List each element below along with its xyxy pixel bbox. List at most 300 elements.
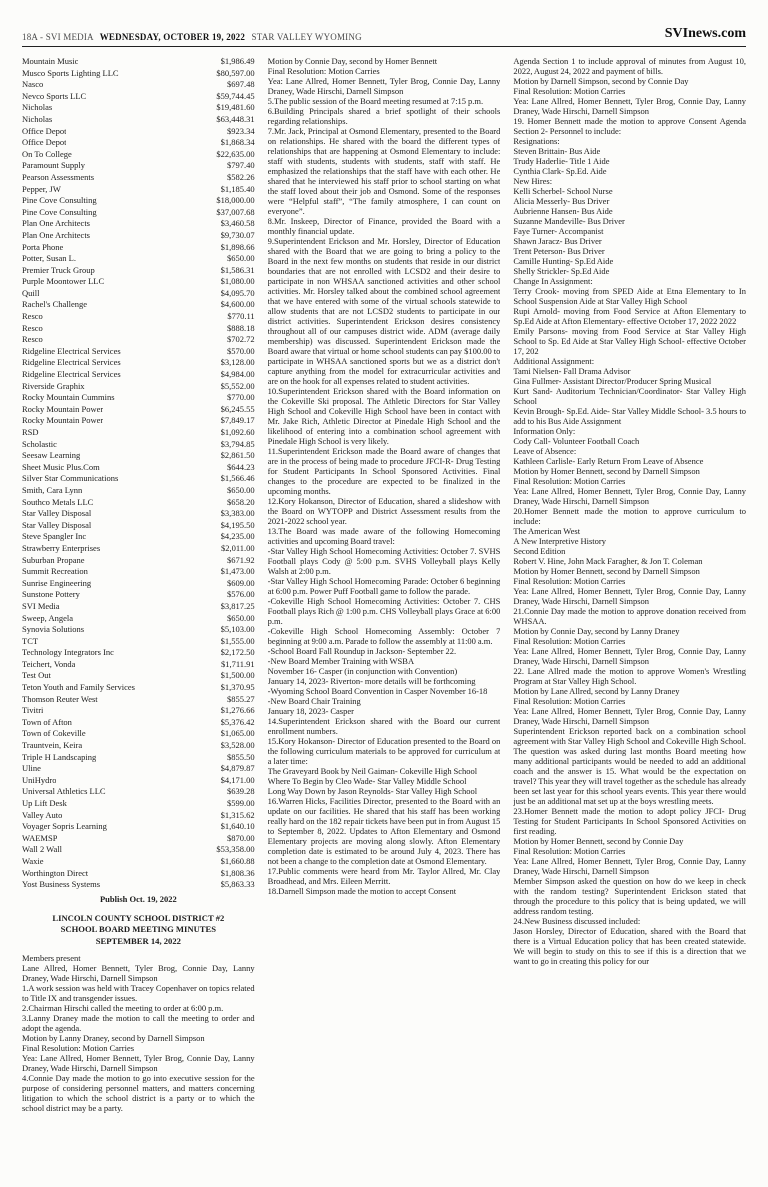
vendor-amount: $3,460.58 <box>220 218 255 229</box>
minutes-column-2 <box>268 56 501 896</box>
vendor-name: Ridgeline Electrical Services <box>22 345 121 356</box>
vendor-amount: $1,868.34 <box>220 137 255 148</box>
vendor-row <box>22 740 255 752</box>
vendor-name: TCT <box>22 635 39 646</box>
vendor-row <box>22 404 255 416</box>
vendor-name: Seesaw Learning <box>22 450 81 461</box>
vendor-row <box>22 798 255 810</box>
vendor-amount: $3,128.00 <box>220 357 255 368</box>
vendor-row <box>22 473 255 485</box>
vendor-name: Yost Business Systems <box>22 879 101 890</box>
vendor-row <box>22 369 255 381</box>
vendor-row <box>22 91 255 103</box>
vendor-row <box>22 613 255 625</box>
vendor-amount: $1,660.88 <box>220 855 255 866</box>
minutes-paragraph: Final Resolution: Motion Carries <box>513 576 626 586</box>
vendor-amount: $5,863.33 <box>220 879 255 890</box>
minutes-paragraph: -School Board Fall Roundup in Jackson- September 22. <box>267 646 457 656</box>
minutes-paragraph: -New Board Chair Training <box>267 696 361 706</box>
vendor-row <box>22 462 255 474</box>
vendor-amount: $4,600.00 <box>220 299 255 310</box>
minutes-paragraph: Cody Call- Volunteer Football Coach <box>513 436 640 446</box>
minutes-paragraph: 9.Superintendent Erickson and Mr. Horsley, Director of Education shared with the Board that we are going to bring a policy to the Board in the next few months on students that reside in our district boundaries that are not enrolled with LCSD2 and their desire to participate in non WHSAA sanctioned activities and other school activities. Mr. Horsley talked about the combined school agreement that we have entered with some of the virtual schools statewide to allow students that are not LCSD2 students to participate in our district activities. Superintendent Erickson desires consistency throughout all of our campuses district wide. ADM (average daily membership) was discussed. Superintendent Erickson made the Board aware that virtual or home school students can pay $100.00 to participate in WHSAA sanctioned sports but we as a district don't capture anything from the model for extracurricular activities and are on the hook for all expenses related to student activities. <box>267 236 501 386</box>
minutes-title-line: LINCOLN COUNTY SCHOOL DISTRICT #2 <box>52 912 225 923</box>
vendor-amount: $1,315.62 <box>220 809 255 820</box>
vendor-row <box>22 311 255 323</box>
minutes-paragraph: 24.New Business discussed included: <box>513 916 641 926</box>
minutes-title-line: SEPTEMBER 14, 2022 <box>95 935 181 946</box>
vendor-row <box>22 520 255 532</box>
vendor-amount: $870.00 <box>227 832 255 843</box>
minutes-paragraph: Yea: Lane Allred, Homer Bennett, Tyler Brog, Connie Day, Lanny Draney, Wade Hirschi, Darnell Simpson <box>513 96 746 116</box>
minutes-paragraph: 10.Superintendent Erickson shared with the Board information on the Cokeville Ski proposal. The Athletic Directors for Star Valley High School and Cokeville High School have been in contact with Mr. Jake Rich, Athletic Director at Pinedale High School and the likelihood of entering into a combination school agreement with Pinedale High School is very likely. <box>267 386 501 446</box>
vendor-row <box>22 427 255 439</box>
vendor-row <box>22 694 255 706</box>
vendor-row <box>22 543 255 555</box>
vendor-name: Scholastic <box>22 438 57 449</box>
minutes-title <box>22 913 255 948</box>
minutes-paragraph: Final Resolution: Motion Carries <box>267 66 380 76</box>
vendor-name: Sheet Music Plus.Com <box>22 461 100 472</box>
vendor-name: RSD <box>22 427 39 437</box>
minutes-paragraph: Rupi Arnold- moving from Food Service at Afton Elementary to Sp.Ed Aide at Afton Elementary- effective October 17, 2022 2022 <box>513 306 746 326</box>
minutes-paragraph: Motion by Lane Allred, second by Lanny Draney <box>513 686 680 696</box>
minutes-paragraph: 17.Public comments were heard from Mr. Taylor Allred, Mr. Clay Broadhead, and Mrs. Eileen Merritt. <box>267 866 501 886</box>
page-number-label: 18A - SVI MEDIA <box>22 32 94 42</box>
vendor-amount: $53,358.00 <box>216 844 255 855</box>
vendor-name: Nasco <box>22 79 44 90</box>
minutes-paragraph: Lane Allred, Homer Bennett, Tyler Brog, Connie Day, Lanny Draney, Wade Hirschi, Darnell Simpson <box>22 963 255 984</box>
header-left <box>22 32 362 42</box>
vendor-name: Technology Integrators Inc <box>22 647 114 658</box>
column-layout <box>22 56 746 1168</box>
vendor-name: Plan One Architects <box>22 218 90 229</box>
minutes-paragraph: Tami Nielsen- Fall Drama Advisor <box>513 366 631 376</box>
vendor-name: Steve Spangler Inc <box>22 531 87 542</box>
vendor-amount: $4,879.87 <box>220 763 255 774</box>
minutes-paragraph: Long Way Down by Jason Reynolds- Star Valley High School <box>267 786 478 796</box>
minutes-paragraph: Kurt Sand- Auditorium Technician/Coordinator- Star Valley High School <box>513 386 746 406</box>
vendor-row <box>22 728 255 740</box>
vendor-amount: $1,065.00 <box>220 728 255 739</box>
vendor-amount: $658.20 <box>227 496 255 507</box>
vendor-amount: $3,383.00 <box>220 508 255 519</box>
vendor-amount: $609.00 <box>227 577 255 588</box>
vendor-row <box>22 357 255 369</box>
minutes-paragraph: 21.Connie Day made the motion to approve donation received from WHSAA. <box>513 606 746 626</box>
vendor-name: Summit Recreation <box>22 566 88 577</box>
vendor-amount: $22,635.00 <box>216 148 255 159</box>
minutes-paragraph: Information Only: <box>513 426 576 436</box>
minutes-paragraph: A New Interpretive History <box>513 536 606 546</box>
minutes-paragraph: 5.The public session of the Board meeting resumed at 7:15 p.m. <box>267 96 484 106</box>
minutes-paragraph: Yea: Lane Allred, Homer Bennett, Tyler Brog, Connie Day, Lanny Draney, Wade Hirschi, Darnell Simpson <box>267 76 501 96</box>
vendor-name: Purple Moontower LLC <box>22 276 105 287</box>
vendor-row <box>22 636 255 648</box>
minutes-paragraph: Emily Parsons- moving from Food Service at Star Valley High School to Sp. Ed Aide at Star Valley High School- effective October 17, 202 <box>513 326 746 356</box>
minutes-paragraph: 1.A work session was held with Tracey Copenhaver on topics related to Title IX and transgender issues. <box>22 983 255 1004</box>
vendor-row <box>22 126 255 138</box>
vendor-row <box>22 450 255 462</box>
vendor-name: Plan One Architects <box>22 229 90 240</box>
vendor-name: Waxie <box>22 855 44 866</box>
vendor-row <box>22 334 255 346</box>
vendor-row <box>22 114 255 126</box>
vendor-name: Suburban Propane <box>22 554 85 565</box>
vendor-amount: $671.92 <box>227 554 255 565</box>
minutes-paragraph: Yea: Lane Allred, Homer Bennett, Tyler Brog, Connie Day, Lanny Draney, Wade Hirschi, Darnell Simpson <box>513 706 746 726</box>
vendor-name: Strawberry Enterprises <box>22 542 101 553</box>
minutes-paragraph: Motion by Homer Bennett, second by Darnell Simpson <box>513 466 700 476</box>
minutes-paragraph: -Cokeville High School Homecoming Activities: October 7. CHS Football plays Rich @ 1:00 p.m. CHS Volleyball plays Grace at 6:00 p.m. <box>267 596 501 626</box>
minutes-paragraph: Members present <box>22 953 81 964</box>
minutes-paragraph: The American West <box>513 526 581 536</box>
vendor-amount: $650.00 <box>227 253 255 264</box>
minutes-paragraph: Final Resolution: Motion Carries <box>22 1043 135 1054</box>
vendor-name: Town of Afton <box>22 716 72 727</box>
vendor-name: Sweep, Angela <box>22 612 73 623</box>
vendor-amount: $1,092.60 <box>220 427 255 437</box>
vendor-row <box>22 218 255 230</box>
vendor-name: Paramount Supply <box>22 160 86 171</box>
vendor-amount: $1,898.66 <box>220 241 255 252</box>
vendor-row <box>22 346 255 358</box>
vendor-amount: $2,172.50 <box>220 647 255 658</box>
vendor-amount: $3,817.25 <box>220 600 255 611</box>
minutes-paragraph: Kevin Brough- Sp.Ed. Aide- Star Valley Middle School- 3.5 hours to add to his Bus Aide Assignment <box>513 406 746 426</box>
vendor-amount: $1,370.95 <box>220 682 255 693</box>
vendor-name: Sunrise Engineering <box>22 577 92 588</box>
vendor-amount: $639.28 <box>227 786 255 797</box>
minutes-paragraph: 6.Building Principals shared a brief spotlight of their schools regarding relationships. <box>267 106 501 126</box>
vendor-payment-list <box>22 56 255 891</box>
vendor-amount: $576.00 <box>227 589 255 600</box>
vendor-amount: $59,744.45 <box>216 90 255 101</box>
vendor-row <box>22 323 255 335</box>
minutes-paragraph: 16.Warren Hicks, Facilities Director, presented to the Board with an update on our facilities. He shared that his staff has been working really hard on the 182 repair tickets have been put in from August 15 to September 8, 2022. Updates to Afton Elementary and Osmond Elementary projects are moving along slowly. Afton Elementary completion date is estimated to be around July 4, 2023. There has not been a change to the completion date at Osmond Elementary. <box>267 796 501 866</box>
issue-date: WEDNESDAY, OCTOBER 19, 2022 <box>99 32 246 42</box>
minutes-paragraph: Camille Hunting- Sp.Ed Aide <box>513 256 614 266</box>
vendor-row <box>22 195 255 207</box>
vendor-amount: $1,566.46 <box>220 473 255 484</box>
vendor-name: Office Depot <box>22 125 67 136</box>
minutes-paragraph: Motion by Homer Bennett, second by Darnell Simpson <box>513 566 700 576</box>
vendor-name: Sunstone Pottery <box>22 589 80 600</box>
vendor-name: Rachel's Challenge <box>22 299 88 310</box>
minutes-paragraph: Kelli Scherbel- School Nurse <box>513 186 613 196</box>
minutes-paragraph: Alicia Messerly- Bus Driver <box>513 196 610 206</box>
vendor-row <box>22 589 255 601</box>
vendor-name: Trauntvein, Keira <box>22 740 83 751</box>
vendor-amount: $9,730.07 <box>220 229 255 240</box>
minutes-paragraph: Yea: Lane Allred, Homer Bennett, Tyler Brog, Connie Day, Lanny Draney, Wade Hirschi, Darnell Simpson <box>513 646 746 666</box>
vendor-name: Teton Youth and Family Services <box>22 682 135 693</box>
vendor-row <box>22 392 255 404</box>
vendor-amount: $650.00 <box>227 612 255 623</box>
minutes-paragraph: 23.Homer Bennett made the motion to adopt policy JFCI- Drug Testing for Student Participants In School Sponsored Activities on first reading. <box>513 806 746 836</box>
minutes-paragraph: 13.The Board was made aware of the following Homecoming activities and upcoming Board travel: <box>267 526 501 546</box>
vendor-name: Nicholas <box>22 113 53 124</box>
vendor-name: Universal Athletics LLC <box>22 786 106 797</box>
minutes-paragraph: Motion by Lanny Draney, second by Darnell Simpson <box>22 1033 205 1044</box>
minutes-paragraph: Terry Crook- moving from SPED Aide at Etna Elementary to In School Suspension Aide at Star Valley High School <box>513 286 746 306</box>
vendor-name: Smith, Cara Lynn <box>22 484 83 495</box>
vendor-amount: $19,481.60 <box>216 102 255 113</box>
vendor-name: Pine Cove Consulting <box>22 206 97 217</box>
minutes-paragraph: -Cokeville High School Homecoming Assembly: October 7 beginning at 9:00 a.m. Parade to follow the assembly at 11:00 a.m. <box>267 626 501 646</box>
minutes-paragraph: Resignations: <box>513 136 560 146</box>
vendor-name: Triple H Landscaping <box>22 751 97 762</box>
vendor-row <box>22 752 255 764</box>
minutes-paragraph: Leave of Absence: <box>513 446 577 456</box>
column-middle <box>268 56 501 1168</box>
vendor-name: Silver Star Communications <box>22 473 119 484</box>
vendor-row <box>22 184 255 196</box>
vendor-row <box>22 508 255 520</box>
vendor-amount: $4,984.00 <box>220 369 255 380</box>
vendor-name: Resco <box>22 322 43 333</box>
vendor-row <box>22 56 255 68</box>
vendor-name: Worthington Direct <box>22 867 89 878</box>
minutes-paragraph: Additional Assignment: <box>513 356 595 366</box>
vendor-name: Porta Phone <box>22 241 64 252</box>
vendor-row <box>22 265 255 277</box>
vendor-amount: $1,276.66 <box>220 705 255 716</box>
vendor-name: Rocky Mountain Cummins <box>22 392 115 403</box>
minutes-paragraph: January 14, 2023- Riverton- more details will be forthcoming <box>267 676 476 686</box>
vendor-amount: $6,245.55 <box>220 403 255 414</box>
minutes-paragraph: Robert V. Hine, John Mack Faragher, & Jon T. Coleman <box>513 556 703 566</box>
minutes-paragraph: Final Resolution: Motion Carries <box>513 636 626 646</box>
minutes-paragraph: 11.Superintendent Erickson made the Board aware of changes that are in the process of being made to procedure JFCI-R- Drug Testing for Student Participants In School Sponsored Activities. Final changes to the procedure are expected to be finalized in the upcoming months. <box>267 446 501 496</box>
vendor-row <box>22 439 255 451</box>
vendor-amount: $1,500.00 <box>220 670 255 681</box>
vendor-amount: $650.00 <box>227 484 255 495</box>
vendor-name: Voyager Sopris Learning <box>22 821 107 832</box>
page-header <box>22 26 746 47</box>
column-left <box>22 56 255 1168</box>
vendor-amount: $697.48 <box>227 79 255 90</box>
minutes-title-line: SCHOOL BOARD MEETING MINUTES <box>60 924 217 935</box>
vendor-amount: $855.27 <box>227 693 255 704</box>
vendor-row <box>22 786 255 798</box>
minutes-paragraph: Jason Horsley, Director of Education, shared with the Board that there is a Virtual Education policy that has been created statewide. We will begin to study on this to see if this is a direction that we want to go in creating this policy for our <box>513 926 746 966</box>
vendor-name: Up Lift Desk <box>22 798 67 808</box>
vendor-name: SVI Media <box>22 600 60 611</box>
vendor-amount: $1,555.00 <box>220 635 255 646</box>
minutes-paragraph: Final Resolution: Motion Carries <box>513 696 626 706</box>
minutes-paragraph: Trent Peterson- Bus Driver <box>513 246 605 256</box>
vendor-name: Nicholas <box>22 102 53 113</box>
minutes-column-3 <box>513 56 746 966</box>
vendor-name: Resco <box>22 311 43 322</box>
vendor-amount: $1,080.00 <box>220 276 255 287</box>
vendor-amount: $1,808.36 <box>220 867 255 878</box>
vendor-row <box>22 415 255 427</box>
minutes-paragraph: Kathleen Carlisle- Early Return From Leave of Absence <box>513 456 704 466</box>
vendor-row <box>22 833 255 845</box>
vendor-amount: $4,171.00 <box>220 774 255 785</box>
vendor-name: Teichert, Vonda <box>22 658 76 669</box>
vendor-name: Star Valley Disposal <box>22 519 92 530</box>
minutes-paragraph: -Wyoming School Board Convention in Casper November 16-18 <box>267 686 488 696</box>
minutes-paragraph: -New Board Member Training with WSBA <box>267 656 415 666</box>
vendor-row <box>22 856 255 868</box>
vendor-amount: $702.72 <box>227 334 255 345</box>
vendor-row <box>22 160 255 172</box>
minutes-paragraph: -Star Valley High School Homecoming Activities: October 7. SVHS Football plays Cody @ 5:00 p.m. SVHS Volleyball plays Kelly Walsh at 2:00 p.m. <box>267 546 501 576</box>
vendor-row <box>22 137 255 149</box>
minutes-paragraph: Yea: Lane Allred, Homer Bennett, Tyler Brog, Connie Day, Lanny Draney, Wade Hirschi, Darnell Simpson <box>22 1053 255 1074</box>
minutes-paragraph: Superintendent Erickson reported back on a combination school agreement with Star Valley High School and Cokeville High School. The question was asked during last months Board meeting how many additional participants would be needed to add an additional coach and the answer is 15. What would be the expectation on travel? This year they will travel together as the schedule has already been set last year for this school years events. This year there would just be an additional mat set up at the boys wrestling meets. <box>513 726 746 806</box>
vendor-amount: $1,473.00 <box>220 566 255 577</box>
minutes-paragraph: 18.Darnell Simpson made the motion to accept Consent <box>267 886 457 896</box>
vendor-row <box>22 566 255 578</box>
minutes-paragraph: Motion by Darnell Simpson, second by Connie Day <box>513 76 689 86</box>
minutes-paragraph: Change In Assignment: <box>513 276 593 286</box>
vendor-row <box>22 68 255 80</box>
vendor-amount: $3,528.00 <box>220 740 255 751</box>
vendor-name: Pearson Assessments <box>22 171 95 182</box>
vendor-amount: $1,986.49 <box>220 56 255 66</box>
minutes-paragraph: The Graveyard Book by Neil Gaiman- Cokeville High School <box>267 766 478 776</box>
vendor-row <box>22 253 255 265</box>
vendor-row <box>22 844 255 856</box>
minutes-paragraph: 12.Kory Hokanson, Director of Education, shared a slideshow with the Board on WYTOPP and District Assessment results from the 2021-2022 school year. <box>267 496 501 526</box>
vendor-row <box>22 717 255 729</box>
minutes-paragraph: Aubrienne Hansen- Bus Aide <box>513 206 613 216</box>
vendor-row <box>22 659 255 671</box>
vendor-row <box>22 763 255 775</box>
vendor-amount: $4,195.50 <box>220 519 255 530</box>
vendor-row <box>22 288 255 300</box>
vendor-name: Wall 2 Wall <box>22 844 63 855</box>
minutes-paragraph: Final Resolution: Motion Carries <box>513 86 626 96</box>
vendor-row <box>22 381 255 393</box>
vendor-amount: $923.34 <box>227 125 255 136</box>
vendor-amount: $5,552.00 <box>220 380 255 391</box>
vendor-name: Pine Cove Consulting <box>22 195 97 206</box>
vendor-amount: $2,011.00 <box>220 542 255 553</box>
vendor-name: Test Out <box>22 670 51 681</box>
vendor-name: Musco Sports Lighting LLC <box>22 67 119 78</box>
minutes-paragraph: Final Resolution: Motion Carries <box>513 846 626 856</box>
minutes-paragraph: Steven Brittain- Bus Aide <box>513 146 601 156</box>
vendor-name: UniHydro <box>22 774 57 785</box>
vendor-row <box>22 555 255 567</box>
vendor-amount: $5,376.42 <box>220 716 255 727</box>
vendor-row <box>22 276 255 288</box>
minutes-paragraph: 2.Chairman Hirschi called the meeting to order at 6:00 p.m. <box>22 1003 224 1014</box>
minutes-paragraph: Member Simpson asked the question on how do we keep in check with the random testing? Superintendent Erickson stated that through the procedure to this policy that is being updated, we will address random testing. <box>513 876 746 916</box>
vendor-name: Star Valley Disposal <box>22 508 92 519</box>
vendor-name: WAEMSP <box>22 832 58 843</box>
vendor-name: Town of Cokeville <box>22 728 86 739</box>
vendor-name: Quill <box>22 287 40 298</box>
vendor-name: Thomson Reuter West <box>22 693 98 704</box>
vendor-row <box>22 531 255 543</box>
website-label: SVInews.com <box>664 26 746 41</box>
vendor-amount: $80,597.00 <box>216 67 255 78</box>
minutes-paragraph: January 18, 2023- Casper <box>267 706 354 716</box>
minutes-paragraph: Shelly Strickler- Sp.Ed Aide <box>513 266 610 276</box>
minutes-paragraph: Where To Begin by Cleo Wade- Star Valley Middle School <box>267 776 467 786</box>
vendor-amount: $644.23 <box>227 461 255 472</box>
minutes-paragraph: Final Resolution: Motion Carries <box>513 476 626 486</box>
vendor-amount: $770.00 <box>227 392 255 403</box>
minutes-paragraph: New Hires: <box>513 176 553 186</box>
vendor-amount: $1,586.31 <box>220 264 255 275</box>
minutes-paragraph: Yea: Lane Allred, Homer Bennett, Tyler Brog, Connie Day, Lanny Draney, Wade Hirschi, Darnell Simpson <box>513 586 746 606</box>
vendor-name: Riverside Graphix <box>22 380 85 391</box>
minutes-paragraph: 7.Mr. Jack, Principal at Osmond Elementary, presented to the Board on relationships. He shared with the board the different types of relationships that are happening at Osmond Elementary to include: staff with students, students with students, staff with staff. He emphasized the relationships that the staff have with each other. He shared that he interviewed his staff prior to school starting on what the staff loved about their job and Osmond. Some of the responses were “Helpful staff”, “The family atmosphere, I can count on everyone”. <box>267 126 501 216</box>
minutes-paragraph: Faye Turner- Accompanist <box>513 226 604 236</box>
vendor-row <box>22 497 255 509</box>
vendor-row <box>22 299 255 311</box>
vendor-amount: $770.11 <box>227 311 255 322</box>
minutes-paragraph: -Star Valley High School Homecoming Parade: October 6 beginning at 6:00 p.m. Power Puff Football game to follow the parade. <box>267 576 501 596</box>
minutes-paragraph: Suzanne Mandeville- Bus Driver <box>513 216 625 226</box>
vendor-name: Potter, Susan L. <box>22 253 76 264</box>
minutes-paragraph: Motion by Homer Bennett, second by Connie Day <box>513 836 684 846</box>
vendor-row <box>22 775 255 787</box>
minutes-paragraph: Gina Fullmer- Assistant Director/Producer Spring Musical <box>513 376 712 386</box>
vendor-row <box>22 578 255 590</box>
vendor-row <box>22 601 255 613</box>
column-right <box>513 56 746 1168</box>
vendor-row <box>22 810 255 822</box>
minutes-paragraph: 14.Superintendent Erickson shared with the Board our current enrollment numbers. <box>267 716 501 736</box>
vendor-amount: $7,849.17 <box>220 415 255 426</box>
vendor-amount: $797.40 <box>227 160 255 171</box>
minutes-paragraph: 4.Connie Day made the motion to go into executive session for the purpose of considering personnel matters, and matters concerning litigation to which the school district is a party or to which the school district may be a party. <box>22 1073 255 1114</box>
vendor-row <box>22 682 255 694</box>
vendor-name: Resco <box>22 334 43 345</box>
vendor-name: Synovia Solutions <box>22 624 85 635</box>
vendor-amount: $855.50 <box>227 751 255 762</box>
vendor-name: Office Depot <box>22 137 67 148</box>
vendor-amount: $4,095.70 <box>220 287 255 298</box>
minutes-paragraph: Cynthia Clark- Sp.Ed. Aide <box>513 166 607 176</box>
vendor-row <box>22 102 255 114</box>
vendor-name: Southco Metals LLC <box>22 496 94 507</box>
minutes-column-1 <box>22 953 255 1113</box>
vendor-row <box>22 242 255 254</box>
vendor-name: On To College <box>22 148 72 159</box>
vendor-name: Rocky Mountain Power <box>22 403 104 414</box>
vendor-amount: $570.00 <box>227 345 255 356</box>
vendor-amount: $18,000.00 <box>216 195 255 206</box>
vendor-amount: $1,711.91 <box>220 658 255 669</box>
vendor-amount: $2,861.50 <box>220 450 255 461</box>
minutes-paragraph: 20.Homer Bennett made the motion to approve curriculum to include: <box>513 506 746 526</box>
vendor-amount: $37,007.68 <box>216 206 255 217</box>
vendor-name: Uline <box>22 763 41 774</box>
minutes-paragraph: Shawn Jaracz- Bus Driver <box>513 236 602 246</box>
vendor-row <box>22 879 255 891</box>
vendor-amount: $888.18 <box>227 322 255 333</box>
minutes-paragraph: Motion by Connie Day, second by Lanny Draney <box>513 626 680 636</box>
publish-line: Publish Oct. 19, 2022 <box>99 893 177 904</box>
vendor-name: Tivitri <box>22 705 44 716</box>
minutes-paragraph: 8.Mr. Inskeep, Director of Finance, provided the Board with a monthly financial update. <box>267 216 501 236</box>
vendor-row <box>22 149 255 161</box>
vendor-name: Valley Auto <box>22 809 63 820</box>
vendor-row <box>22 821 255 833</box>
vendor-row <box>22 79 255 91</box>
minutes-paragraph: Second Edition <box>513 546 566 556</box>
vendor-name: Ridgeline Electrical Services <box>22 369 121 380</box>
